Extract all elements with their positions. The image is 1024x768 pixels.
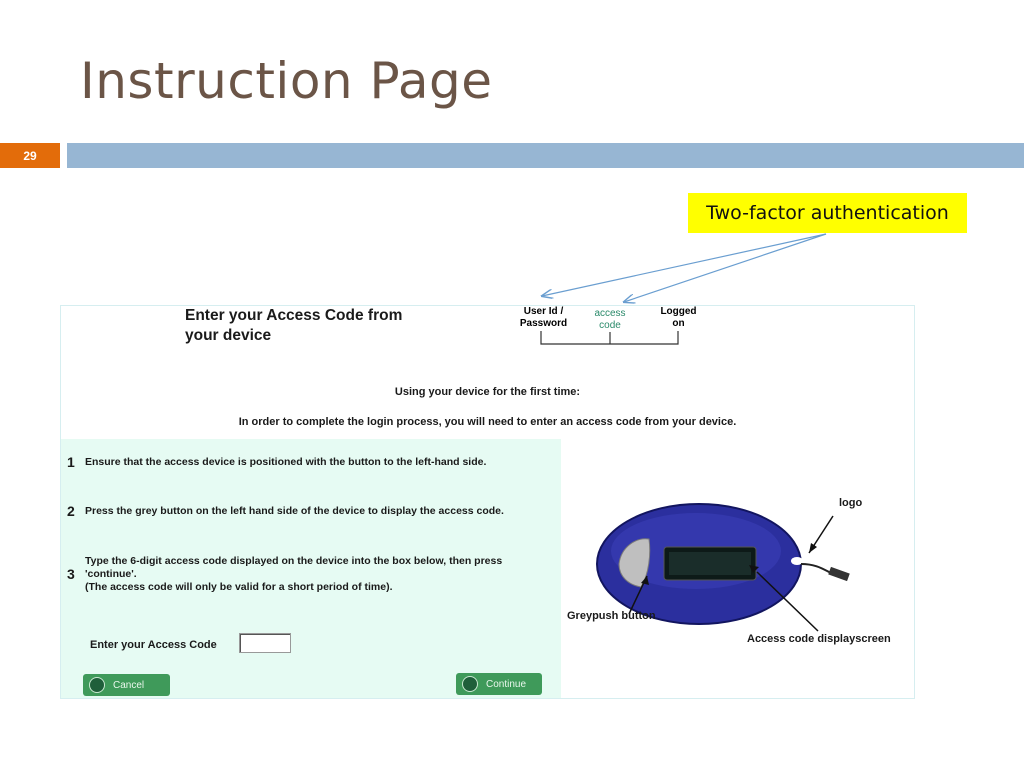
progress-bracket	[516, 306, 716, 356]
progress-step-logged-on: Logged on	[660, 306, 697, 329]
step-1: 1 Ensure that the access device is positioned with the button to the left-hand side.	[67, 454, 487, 470]
cancel-icon	[89, 677, 105, 693]
step-3: 3 Type the 6-digit access code displayed on the device into the box below, then press 'continue'. (The access code will only be valid for a short period of time).	[67, 555, 503, 593]
display-screen-label: Access code displayscreen	[747, 633, 891, 645]
two-factor-callout: Two-factor authentication	[688, 193, 967, 233]
slide-number: 29	[0, 143, 60, 168]
access-code-input[interactable]	[239, 633, 291, 653]
cancel-button[interactable]: Cancel	[83, 674, 170, 696]
access-code-label: Enter your Access Code	[90, 639, 217, 651]
continue-button[interactable]: Continue	[456, 673, 542, 695]
screen-top	[61, 306, 914, 439]
progress-step-access-code: access code	[594, 308, 626, 331]
instructions-text: In order to complete the login process, you will need to enter an access code from your device.	[238, 416, 737, 428]
continue-icon	[462, 676, 478, 692]
first-time-heading: Using your device for the first time:	[394, 386, 581, 398]
arrow-to-access-code	[624, 234, 826, 302]
slide-title: Instruction Page	[80, 52, 493, 110]
arrow-to-userid	[542, 234, 826, 296]
step-2: 2 Press the grey button on the left hand side of the device to display the access code.	[67, 503, 504, 519]
screen-heading: Enter your Access Code from your device	[185, 307, 403, 344]
grey-button-label: Greypush button	[567, 610, 656, 622]
instructions-panel	[61, 439, 561, 698]
logo-label: logo	[839, 497, 863, 509]
access-device-illustration	[561, 439, 914, 698]
login-progress	[516, 306, 716, 356]
login-screenshot	[60, 305, 915, 699]
progress-step-userid: User Id / Password	[519, 306, 568, 329]
device-illustration-panel	[561, 439, 914, 698]
